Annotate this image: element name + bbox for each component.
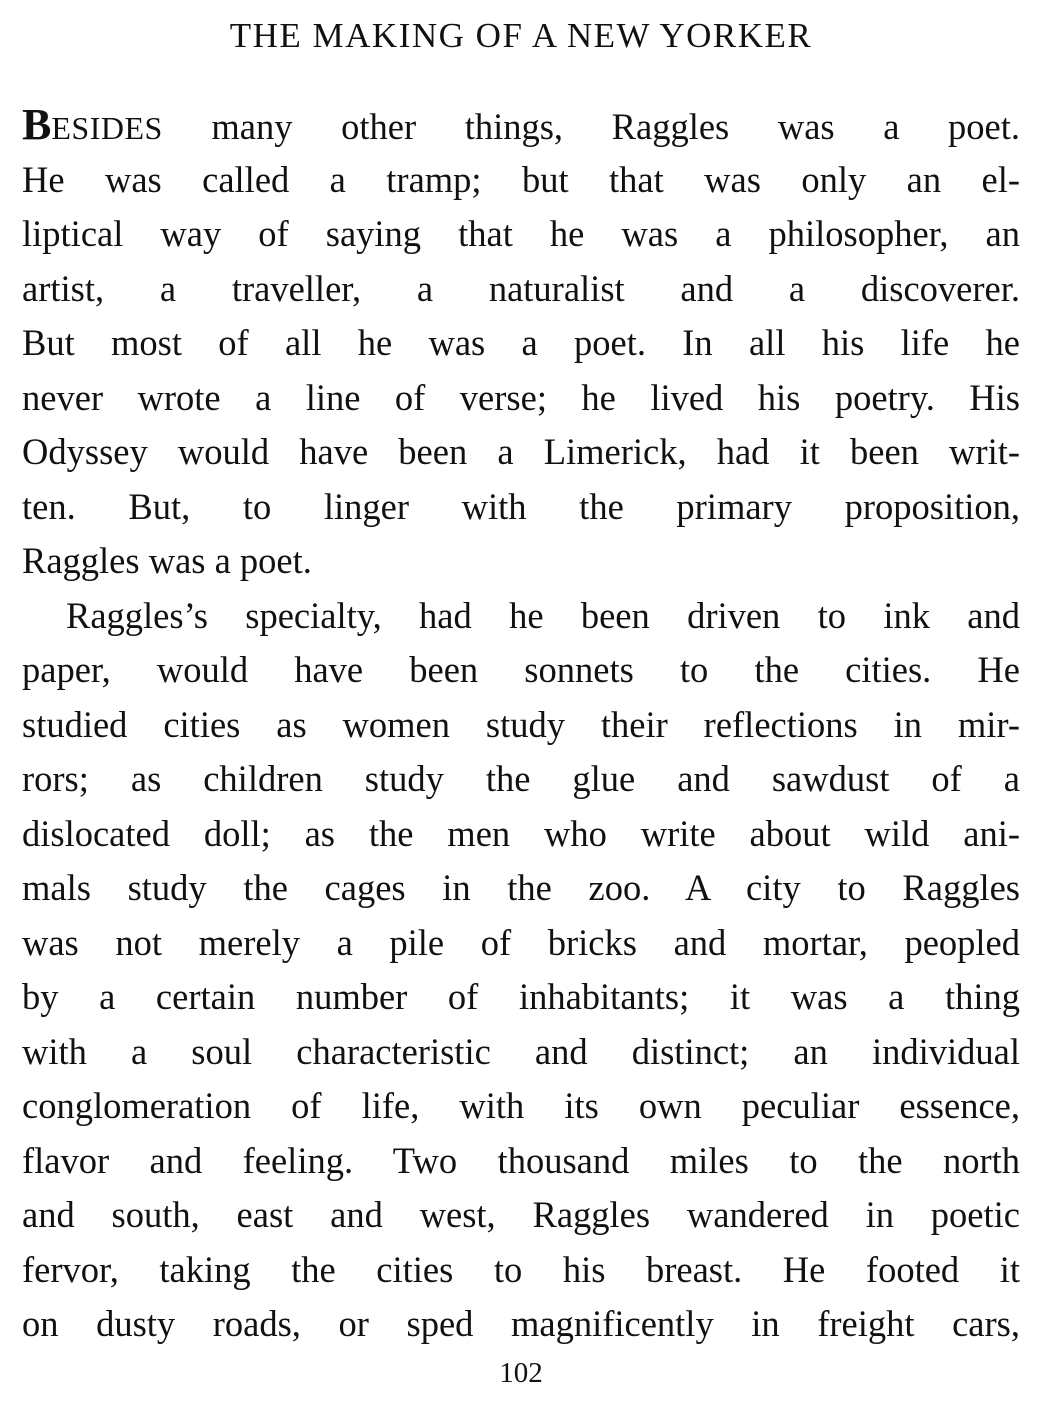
text-line: with a soul characteristic and distinct; an individual (22, 1030, 1020, 1072)
text-line: ten. But, to linger with the primary proposition, (22, 485, 1020, 527)
running-title: THE MAKING OF A NEW YORKER (229, 16, 813, 55)
text-line: But most of all he was a poet. In all his life he (22, 322, 1020, 363)
text-line: Raggles’s specialty, had he been driven to ink and (66, 594, 1020, 636)
text-line: flavor and feeling. Two thousand miles to the north (22, 1139, 1020, 1181)
text-line: Odyssey would have been a Limerick, had it been writ- (22, 431, 1020, 472)
text-line: was not merely a pile of bricks and mortar, peopled (22, 921, 1020, 963)
text-line: Raggles was a poet. (22, 540, 312, 581)
text-line: conglomeration of life, with its own peculiar essence, (22, 1085, 1020, 1126)
text-line: artist, a traveller, a naturalist and a discoverer. (22, 267, 1020, 309)
page-number: 102 (499, 1357, 543, 1389)
text-line: never wrote a line of verse; he lived his poetry. His (22, 376, 1020, 418)
text-line: dislocated doll; as the men who write about wild ani- (22, 812, 1020, 854)
text-line: and south, east and west, Raggles wandered in poetic (22, 1194, 1020, 1235)
text-line: by a certain number of inhabitants; it was a thing (22, 976, 1020, 1017)
body-text (22, 98, 1020, 1352)
text-line: rors; as children study the glue and sawdust of a (22, 758, 1020, 799)
text-line: studied cities as women study their reflections in mir- (22, 703, 1020, 745)
drop-cap: B (22, 100, 52, 149)
text-line: fervor, taking the cities to his breast. He footed it (22, 1248, 1020, 1290)
text-line: mals study the cages in the zoo. A city to Raggles (22, 867, 1020, 908)
text-line (22, 98, 1020, 153)
book-page (22, 0, 1020, 1407)
first-line-text: many other things, Raggles was a poet. (162, 106, 1020, 147)
paragraph-1 (22, 98, 1020, 589)
text-line: He was called a tramp; but that was only an el- (22, 158, 1020, 200)
text-line: on dusty roads, or sped magnificently in freight cars, (22, 1303, 1020, 1344)
text-line: liptical way of saying that he was a philosopher, an (22, 213, 1020, 254)
text-line: paper, would have been sonnets to the cities. He (22, 649, 1020, 690)
small-caps-word: ESIDES (51, 110, 163, 146)
paragraph-2 (22, 589, 1020, 1352)
